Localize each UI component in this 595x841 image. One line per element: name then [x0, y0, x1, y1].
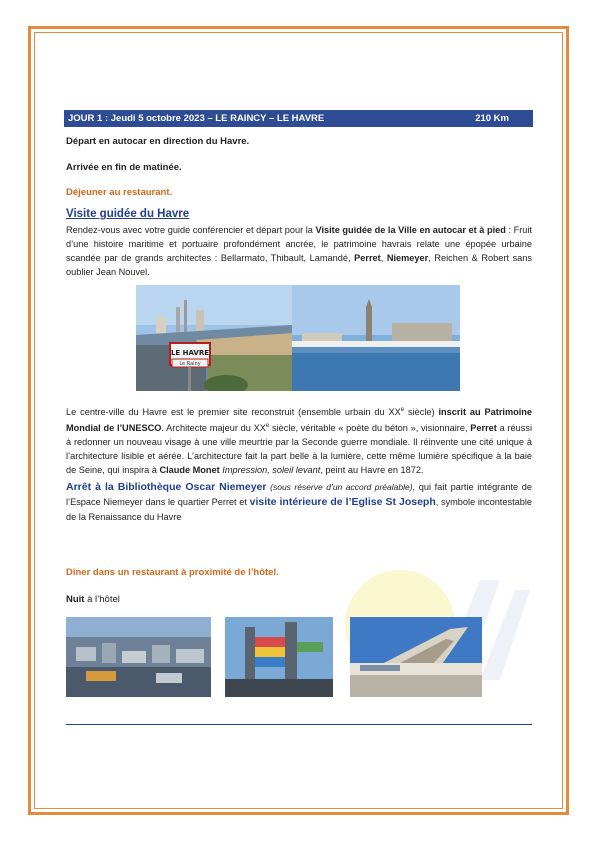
dejeuner-line: Déjeuner au restaurant.	[66, 187, 173, 198]
day-title: JOUR 1 : Jeudi 5 octobre 2023 – LE RAINCY – LE HAVRE	[68, 113, 325, 124]
library-paragraph: Arrêt à la Bibliothèque Oscar Niemeyer (sous réserve d’un accord préalable), qui fait partie intégrante de l’Espace Niemeyer dans le quartier Perret et visite intérieure de l’Eglise St Joseph, symbole incontestable de la Renaissance du Havre	[66, 481, 532, 522]
day-distance: 210 Km	[475, 113, 509, 124]
nuit-line: Nuit à l’hôtel	[66, 594, 120, 605]
photo-city-view	[66, 617, 211, 697]
photo-containers	[225, 617, 333, 697]
sign-text-2: Le Rainy	[179, 361, 201, 367]
arrivee-line: Arrivée en fin de matinée.	[66, 162, 182, 173]
visit-paragraph-1: Rendez-vous avec votre guide conférencier et départ pour la Visite guidée de la Ville en autocar et à pied : Fruit d’une histoire maritime et portuaire profondément ancrée, le patrimoine havrais relate une épopée urbaine scandée par de grands architectes : Bellarmato, Thibault, Lamandé, Perret, Niemeyer, Reichen & Robert sans oublier Jean Nouvel.	[66, 225, 532, 277]
photo-beach-sign	[136, 285, 292, 391]
diner-line: Dîner dans un restaurant à proximité de l’hôtel.	[66, 567, 279, 578]
bottom-rule	[66, 724, 532, 725]
visit-paragraph-2: Le centre-ville du Havre est le premier site reconstruit (ensemble urbain du XXe siècle) inscrit au Patrimoine Mondial de l’UNESCO. Architecte majeur du XXe siècle, véritable « poète du béton », visionnaire, Perret a réussi à redonner un nouveau visage à une ville meurtrie par la Seconde guerre mondiale. Il réinvente une cité unique à l’architecture lisible et aérée. L’architecture fait la part belle à la lumière, cette même lumière spécifique à la baie de Seine, qui inspira à Claude Monet Impression, soleil levant, peint au Havre en 1872.	[66, 407, 532, 476]
depart-line: Départ en autocar en direction du Havre.	[66, 136, 250, 147]
day-header-bar	[64, 110, 533, 127]
photo-niemeyer	[350, 617, 482, 697]
library-title: Arrêt à la Bibliothèque Oscar Niemeyer	[66, 481, 267, 493]
library-note: (sous réserve d’un accord préalable)	[270, 482, 413, 492]
sign-text-1: LE HAVRE	[170, 349, 210, 357]
photo-harbour	[292, 285, 460, 391]
visit-title: Visite guidée du Havre	[66, 208, 190, 220]
